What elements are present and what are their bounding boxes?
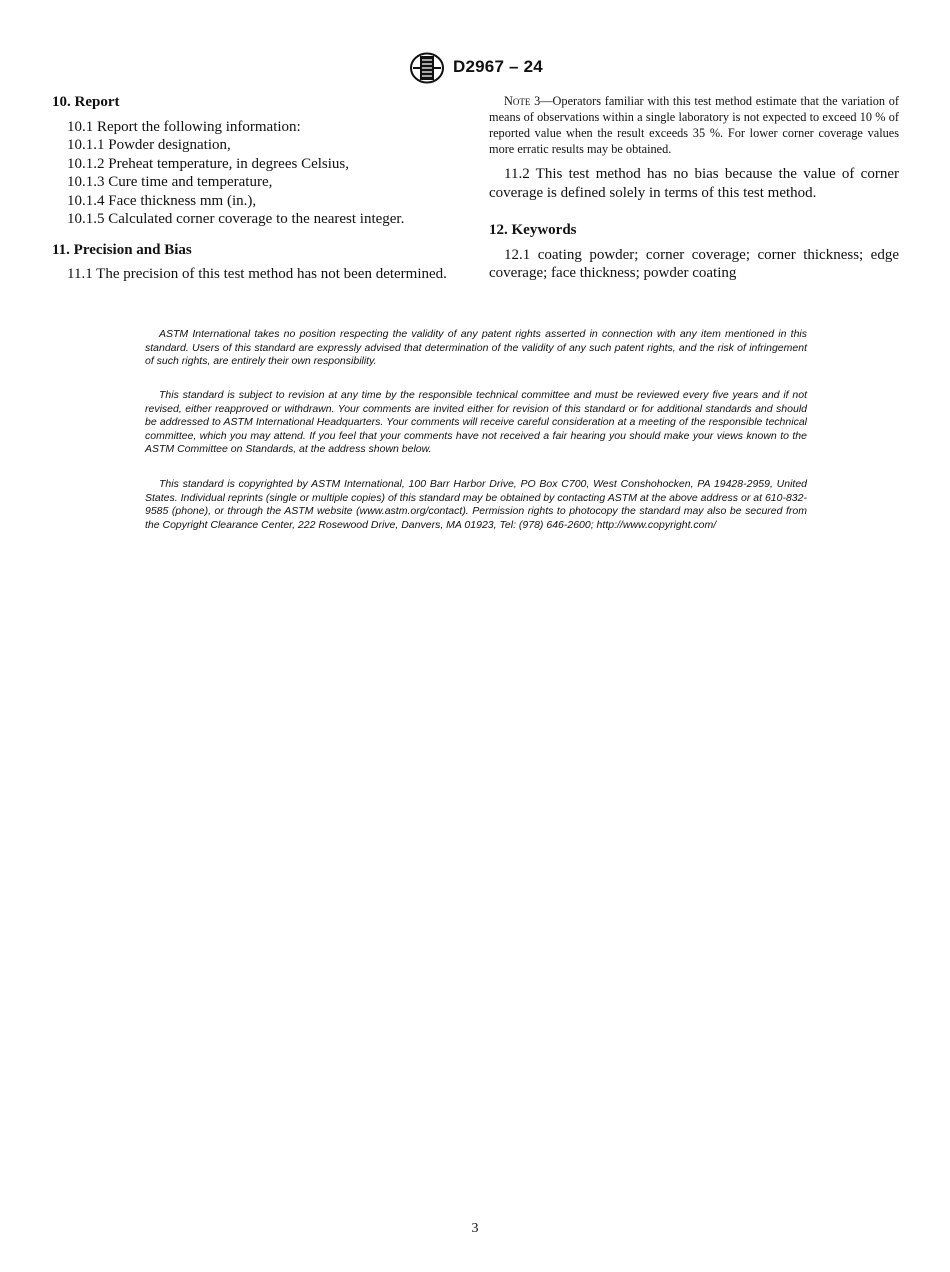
section-12-heading: 12. Keywords [489,222,577,238]
paragraph-10-1-3: 10.1.3 Cure time and temperature, [67,174,273,190]
note-label: Note [504,94,531,108]
page-header [0,52,950,84]
right-column [489,93,899,283]
legal-copyright-notice [145,478,807,532]
paragraph-10-1: 10.1 Report the following information: [67,118,301,135]
revision-text: This standard is subject to revision at any time by the responsible technical committee and must be reviewed every five years and if not revised, either reapproved or withdrawn. Your comments are invited either for revision of this standard or for additional standards and should be addressed to ASTM International Headquarters. Your comments will receive careful consideration at a meeting of the responsible technical committee, which you may attend. If you feel that your comments have not received a fair hearing you should make your views known to the ASTM Committee on Standards, at the address shown below. [145,389,807,456]
section-10-heading: 10. Report [52,94,120,110]
note-3 [489,93,899,157]
standard-designation: D2967 – 24 [453,57,543,76]
left-column [52,93,462,284]
paragraph-10-1-5: 10.1.5 Calculated corner coverage to the nearest integer. [67,211,405,227]
patent-text: ASTM International takes no position respecting the validity of any patent rights asserted in connection with any item mentioned in this standard. Users of this standard are expressly advised that determination of the validity of any such patent rights, and the risk of infringement of such rights, are entirely their own responsibility. [145,328,807,368]
paragraph-12-1: 12.1 coating powder; corner coverage; corner thickness; edge coverage; face thickness; powder coating [489,246,899,281]
section-11-heading: 11. Precision and Bias [52,241,192,258]
astm-logo-icon [409,52,445,84]
paragraph-10-1-4: 10.1.4 Face thickness mm (in.), [67,192,257,209]
paragraph-10-1-1: 10.1.1 Powder designation, [67,137,231,153]
copyright-text: This standard is copyrighted by ASTM International, 100 Barr Harbor Drive, PO Box C700, West Conshohocken, PA 19428-2959, United States. Individual reprints (single or multiple copies) of this standard may be obtained by contacting ASTM at the above address or at 610-832-9585 (phone), or through the ASTM website (www.astm.org/contact). Permission rights to photocopy the standard may also be secured from the Copyright Clearance Center, 222 Rosewood Drive, Danvers, MA 01923, Tel: (978) 646-2600; http://www.copyright.com/ [145,478,807,531]
paragraph-11-2: 11.2 This test method has no bias because the value of corner coverage is defined solely in terms of this test method. [489,166,899,201]
legal-revision-notice [145,389,807,457]
legal-patent-notice [145,328,807,369]
note-text: 3—Operators familiar with this test method estimate that the variation of means of observations within a single laboratory is not expected to exceed 10 % of reported value when the result exceeds 35 %. For lower corner coverage values more erratic results may be obtained. [489,94,899,156]
paragraph-11-1: 11.1 The precision of this test method has not been determined. [67,266,447,282]
paragraph-10-1-2: 10.1.2 Preheat temperature, in degrees Celsius, [67,155,349,172]
page-number: 3 [471,1221,479,1236]
